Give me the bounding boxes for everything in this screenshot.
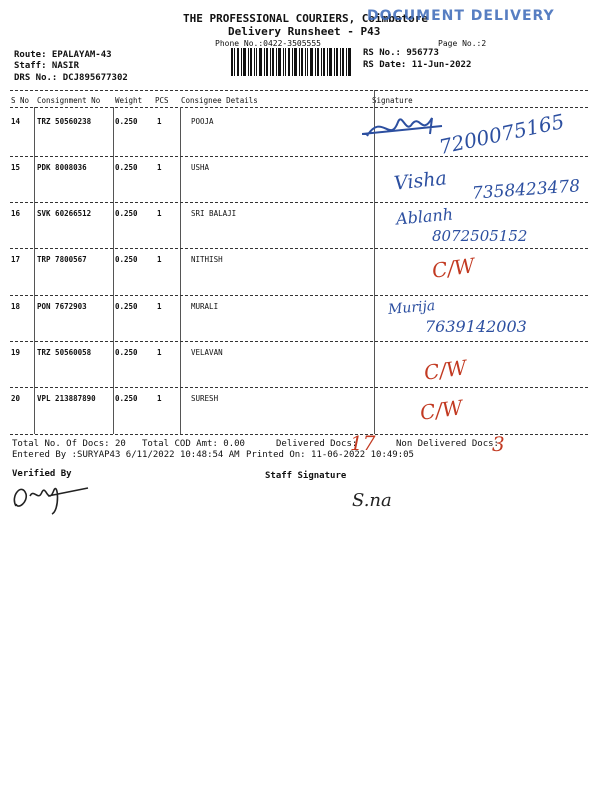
row-sno: 19 [11,348,21,357]
row-consignee: USHA [191,163,210,172]
row-weight: 0.250 [115,348,138,357]
delivered-docs-label: Delivered Docs: [276,439,358,449]
table-header-rule [10,107,588,108]
entered-by: Entered By :SURYAP43 6/11/2022 10:48:54 AM [12,450,240,460]
handwritten-delivered-count: 17 [350,431,376,455]
staff: Staff: NASIR [14,61,80,71]
col-header-sno: S No [11,96,30,105]
row-pcs: 1 [157,117,162,126]
row-consignee: VELAVAN [191,348,223,357]
phone-number: Phone No.:0422-3505555 [215,39,321,48]
row-consignee: SURESH [191,394,219,403]
row-weight: 0.250 [115,117,138,126]
barcode [231,48,353,76]
total-docs: Total No. Of Docs: 20 [12,439,126,449]
row-consignment: SVK 60266512 [37,209,92,218]
row-consignment: VPL 213887890 [37,394,96,403]
handwritten-cw-mark: C/W [422,355,469,385]
row-sno: 18 [11,302,21,311]
row-pcs: 1 [157,348,162,357]
rs-number: RS No.: 956773 [363,48,439,58]
row-sno: 17 [11,255,21,264]
row-sno: 15 [11,163,21,172]
row-consignment: PON 7672903 [37,302,87,311]
company-name: THE PROFESSIONAL COURIERS, Coimbatore [183,12,429,25]
col-header-consignee: Consignee Details [181,96,258,105]
total-cod: Total COD Amt: 0.00 [142,439,245,449]
non-delivered-docs-label: Non Delivered Docs: [396,439,499,449]
printed-on: Printed On: 11-06-2022 10:49:05 [246,450,414,460]
row-consignee: SRI BALAJI [191,209,237,218]
table-top-rule [10,90,588,91]
rs-date: RS Date: 11-Jun-2022 [363,60,472,70]
row-weight: 0.250 [115,255,138,264]
row-weight: 0.250 [115,163,138,172]
row-sno: 20 [11,394,21,403]
row-weight: 0.250 [115,302,138,311]
row-rule [10,156,588,157]
row-weight: 0.250 [115,394,138,403]
handwritten-phone: 7358423478 [471,176,581,204]
col-header-consignment: Consignment No [37,96,101,105]
row-rule [10,341,588,342]
row-pcs: 1 [157,255,162,264]
row-consignee: NITHISH [191,255,223,264]
staff-signature-label: Staff Signature [265,471,347,481]
drs-number: DRS No.: DCJ895677302 [14,73,128,83]
document-delivery-stamp: DOCUMENT DELIVERY [367,8,555,24]
row-pcs: 1 [157,302,162,311]
row-weight: 0.250 [115,209,138,218]
handwritten-non-delivered-count: 3 [492,432,505,456]
handwritten-phone: 7200075165 [436,109,567,159]
handwritten-name: Visha [392,167,448,195]
route: Route: EPALAYAM-43 [14,50,112,60]
handwritten-cw-mark: C/W [430,253,477,283]
row-pcs: 1 [157,209,162,218]
row-consignee: POOJA [191,117,214,126]
row-rule [10,248,588,249]
col-header-weight: Weight [115,96,143,105]
handwritten-cw-mark: C/W [418,395,465,425]
row-sno: 16 [11,209,21,218]
row-pcs: 1 [157,394,162,403]
row-sno: 14 [11,117,21,126]
row-consignment: TRZ 50560058 [37,348,92,357]
verifier-signature-scribble [8,476,98,520]
handwritten-phone: 8072505152 [432,227,528,245]
row-consignment: TRZ 50560238 [37,117,92,126]
row-consignee: MURALI [191,302,219,311]
runsheet-title: Delivery Runsheet - P43 [228,25,381,38]
verified-by-label: Verified By [12,469,72,479]
col-header-pcs: PCS [155,96,169,105]
row-consignment: PDK 8008036 [37,163,87,172]
row-pcs: 1 [157,163,162,172]
handwritten-phone: 7639142003 [425,317,527,336]
row-consignment: TRP 7800567 [37,255,87,264]
handwritten-name: Ablanh [395,204,454,229]
staff-signature-handwritten: S.na [352,490,392,511]
row-rule [10,295,588,296]
row-rule [10,387,588,388]
row-rule [10,202,588,203]
col-header-signature: Signature [372,96,413,105]
handwritten-name: Murija [387,297,436,319]
page-number: Page No.:2 [438,39,487,48]
